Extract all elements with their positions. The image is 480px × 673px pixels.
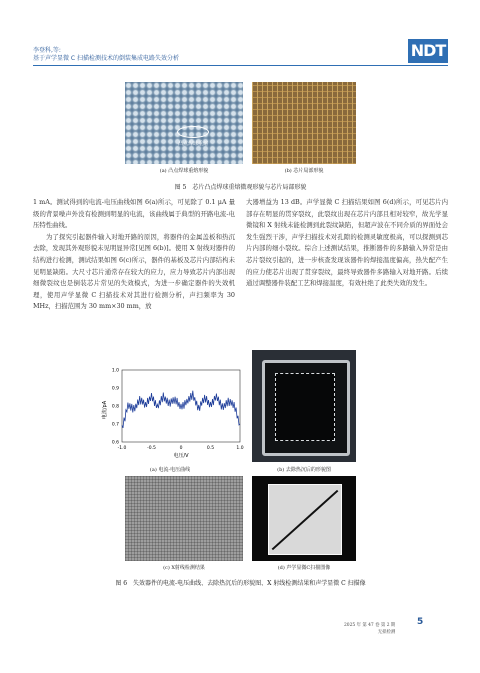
right-paragraph-1: 大器增益为 13 dB。声学显微 C 扫描结果如图 6(d)所示，可见芯片内部存在明显的贯穿裂纹，此裂纹出现在芯片内部且相对较窄，故光学显微镜和 X 射线未能检测到此裂纹缺陷，但超声波在不同介质的界面处会发生强烈干涉，声学扫描技术对孔隙的检测灵敏度极高，可以探测到芯片内部的细小裂纹。综合上述测试结果，推断器件的多路输入异常是由芯片裂纹引起的，进一步核查发现该器件的焊接温度偏高，热失配产生的应力使芯片出现了贯穿裂纹，最终导致器件多路输入对地开路。后续通过调整器件装配工艺和焊接温度，有效杜绝了此类失效的发生。 [246,198,448,288]
footer-info [344,622,395,636]
x-tick-label: 0.5 [206,446,215,451]
y-tick-label: 0.7 [111,422,119,428]
header-title: 基于声学显微 C 扫描检测技术的倒装集成电路失效分析 [33,55,180,62]
header-rule [33,65,448,66]
fig5a-annotation: 凸点焊球重熔 [178,141,209,147]
fig6a-caption: (a) 电流-电压曲线 [149,467,191,473]
y-tick-label: 0.6 [111,440,119,446]
fig6a-chart [70,362,250,460]
journal-logo: NDT [408,39,448,63]
fig6d-image [252,476,356,561]
footer-issue: 2025 年 第 47 卷 第 2 期 [344,623,396,628]
y-tick-label: 1.0 [111,368,119,374]
fig6d-caption: (d) 声学显微C扫描图像 [277,565,331,571]
y-tick-label: 0.8 [111,404,119,410]
x-tick-label: -1.0 [117,446,127,451]
header-authors: 李登科,等: [33,47,61,54]
right-column [246,197,448,290]
fig5-caption: 图 5 芯片凸点焊球重熔微观形貌与芯片局部形貌 [174,184,307,191]
x-tick-label: -0.5 [147,446,156,451]
footer-journal: 无损检测 [377,630,396,635]
x-tick-label: 0 [179,446,183,451]
left-paragraph-1: 1 mA。测试得到的电流-电压曲线如图 6(a)所示，可见除了 0.1 μA 量级的背景噪声外没有检测到明显的电流，该曲线属于典型的开路电流-电压特性曲线。 [33,198,235,230]
y-tick-label: 0.9 [111,386,119,392]
fig5b-caption: (b) 芯片局部形貌 [284,168,324,174]
fig6b-caption: (b) 去除热沉后的形貌图 [277,467,331,473]
left-paragraph-2: 为了探究引起器件输入对地开路的原因，将器件的金属盖板和热沉去除，发现其外观形貌未见明显异常[见图 6(b)]。使用 X 射线对器件的结构进行检测，测试结果如图 6(c)所示，器件的基板及芯片内部结构未见明显缺陷。大尺寸芯片通常存在较大的应力，应力导致芯片内部出现细微裂纹也是倒装芯片常见的失效模式，为进一步确定器件的失效机理，使用声学显微 C 扫描技术对其进行检测分析，声扫频率为 30 MHz，扫描范围为 30 mm×30 mm，放 [33,232,235,311]
x-tick-label: 1.0 [236,446,244,451]
chart-xlabel: 电压/V [173,453,189,459]
fig6-caption: 图 6 失效器件的电流-电压曲线、去除热沉后的形貌图、X 射线检测结果和声学显微 C 扫描像 [115,580,366,587]
fig6c-caption: (c) X射线检测结果 [163,565,205,571]
fig6b-image [252,350,356,462]
left-column [33,197,235,313]
fig5a-caption: (a) 凸点焊球重熔形貌 [159,168,209,174]
fig5a-image [125,82,243,164]
fig6c-image [125,476,243,561]
chart-ylabel: 电流/pA [102,400,108,420]
running-header [33,47,179,63]
fig5b-image [252,82,356,164]
page-number: 5 [417,617,424,627]
